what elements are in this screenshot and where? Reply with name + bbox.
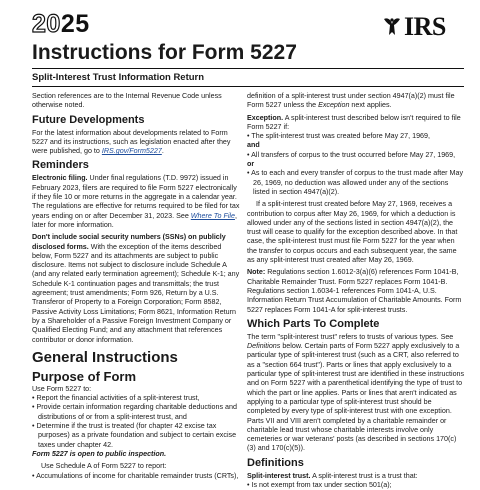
future-developments-heading: Future Developments <box>32 113 145 126</box>
exception-bullet-3: • As to each and every transfer of corpus to the trust made after May 26, 1969, no deduction was allowed under any of the sections listed in section 4947(a)(2). <box>247 169 464 196</box>
general-instructions-heading: General Instructions <box>32 348 178 366</box>
eagle-icon <box>382 15 402 37</box>
purpose-intro: Use Form 5227 to: <box>32 384 92 393</box>
schedule-a-bullet-1: • Accumulations of income for charitable remainder trusts (CRTs), <box>32 471 239 480</box>
reminders-heading: Reminders <box>32 159 89 172</box>
intro-text: Section references are to the Internal Revenue Code unless otherwise noted. <box>32 92 222 110</box>
schedule-a-intro: Use Schedule A of Form 5227 to report: <box>41 462 167 471</box>
purpose-bullet-2: • Provide certain information regarding charitable deductions and distributions of or from a split-interest trust, and <box>32 403 237 421</box>
left-column <box>32 92 241 481</box>
form5227-link[interactable]: IRS.gov/Form5227 <box>101 147 162 156</box>
future-developments-text: For the latest information about developments related to Form 5227 and its instructions, such as legislation enacted after they were published, go to IRS.gov/Form5227. <box>32 128 231 156</box>
exception-bullet-2: • All transfers of corpus to the trust occurred before May 27, 1969, <box>247 150 456 159</box>
exception-or: or <box>247 160 255 169</box>
subtitle-rule <box>32 86 464 87</box>
definition-bullet-1: • Is not exempt from tax under section 501(a); <box>247 480 392 489</box>
exception-paragraph: Exception. A split-interest trust described below isn't required to file Form 5227 if: <box>247 113 461 131</box>
which-parts-heading: Which Parts To Complete <box>247 317 380 330</box>
purpose-bullet-3: • Determine if the trust is treated (for chapter 42 excise tax purposes) as a private foundation and subject to certain excise taxes under chapter 42. <box>32 422 237 449</box>
exception-bullet-1: • The split-interest trust was created before May 27, 1969, <box>247 132 430 141</box>
where-to-file-link[interactable]: Where To File <box>190 211 235 220</box>
year-outline-digits: 20 <box>32 10 61 38</box>
purpose-bullet-1: • Report the financial activities of a split-interest trust, <box>32 394 200 403</box>
which-parts-text: The term "split-interest trust" refers to trusts of various types. See Definitions below. Certain parts of Form 5227 apply exclusively to a particular type of split-interest trust (such as a CRT, also referred to as a "section 664 trust"). Parts or lines that apply exclusively to a particular type of split-interest trust are identified in these instructions and on Form 5227 with a parenthetical identifying the type of trust to which the part or line applies. Parts or lines that aren't indicated as applying to a particular type of split-interest trust should be completed by every type of split-interest trust with one exception. Parts VII and VIII aren't completed by a charitable remainder or charitable lead trust whose charitable interests involve only cemeteries or war veterans' posts (as described in sections 170(c)(3) and 170(c)(5)). <box>247 332 465 453</box>
form-year <box>32 10 90 38</box>
ssn-paragraph: Don't include social security numbers (SSNs) on publicly disclosed forms. With the exception of the items described below, Form 5227 and its attachments are subject to public disclosure. Items not subject to disclosure include Schedule A (and any related early termination agreement); Schedule K-1; any Schedule K-1 continuation pages and transmittals; the trust agreement; trust amendments; Form 926, Return by a U.S. Transferor of Property to a Foreign Corporation; Form 8582, Passive Activity Loss Limitations; Form 8621, Information Return by a Shareholder of a Passive Foreign Investment Company or Qualified Electing Fund; and any attachment that references contributor or donor information. <box>32 233 240 344</box>
split-interest-trust-definition: Split-interest trust. A split-interest trust is a trust that: <box>247 471 418 480</box>
irs-logo <box>382 14 446 40</box>
year-solid-digits: 25 <box>60 10 90 38</box>
definitions-heading: Definitions <box>247 456 304 469</box>
title-rule <box>32 68 464 69</box>
right-column <box>247 92 465 490</box>
note-paragraph: Note: Regulations section 1.6012-3(a)(6) references Form 1041-B, Charitable Remainder Trust. Form 5227 replaces Form 1041-B. Regulations section 1.6034-1 references Form 1041-A, U.S. Information Return Trust Accumulation of Charitable Amounts. Form 5227 replaces Form 1041-A for split-interest trusts. <box>247 268 462 314</box>
pre-1969-trust-paragraph: If a split-interest trust created before May 27, 1969, receives a contribution to corpus after May 26, 1969, for which a deduction is allowed under any of the sections listed in section 4947(a)(2), the trust will cease to qualify for the exception described above. In that case, the split-interest trust must file Form 5227 for the year when the transfer to corpus occurs and each subsequent year, the same as any split-interest trust created after May 26, 1969. <box>247 200 458 265</box>
irs-logo-text: IRS <box>404 12 446 41</box>
page-subtitle: Split-Interest Trust Information Return <box>32 72 205 83</box>
exception-and: and <box>247 141 260 150</box>
purpose-of-form-heading: Purpose of Form <box>32 368 137 384</box>
efiling-paragraph: Electronic filing. Under final regulations (T.D. 9972) issued in February 2023, filers are required to file Form 5227 electronically if they file 10 or more returns in the aggregate in a calendar year. The regulations are effective for returns required to be filed for tax years ending on or after December 31, 2023. See Where To File, later for more information. <box>32 174 240 229</box>
who-must-file-continued: definition of a split-interest trust under section 4947(a)(2) must file Form 5227 unless the Exception next applies. <box>247 92 455 110</box>
public-inspection-note: Form 5227 is open to public inspection. <box>32 449 167 458</box>
page-title: Instructions for Form 5227 <box>32 41 297 64</box>
